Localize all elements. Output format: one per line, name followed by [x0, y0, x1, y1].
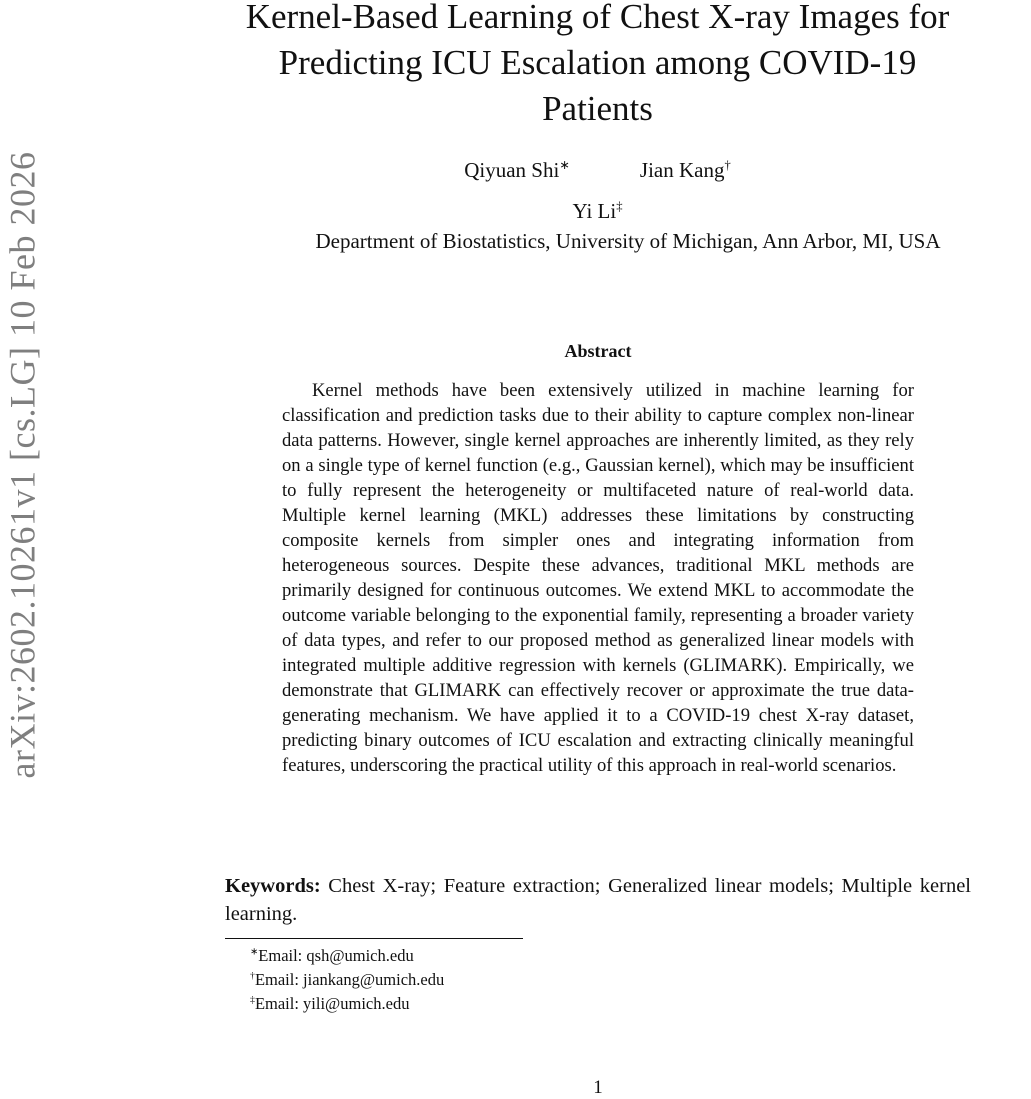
keywords-label: Keywords: [225, 875, 321, 897]
author-name: Yi Li‡ [572, 199, 623, 223]
footnote-mark: ∗ [250, 946, 259, 958]
footnote-text: Email: qsh@umich.edu [258, 946, 414, 965]
arxiv-identifier-stamp [0, 100, 44, 830]
footnote-mark: † [250, 970, 255, 982]
author-affiliation: Department of Biostatistics, University of Michigan, Ann Arbor, MI, USA [315, 229, 941, 253]
author-footnote-mark: † [724, 158, 731, 172]
author-list [225, 158, 970, 183]
abstract-heading: Abstract [564, 341, 632, 361]
keywords [225, 872, 971, 928]
footnote [250, 968, 444, 992]
footnote-mark: ‡ [250, 994, 255, 1006]
footnote-text: Email: jiankang@umich.edu [254, 970, 445, 989]
author-name: Qiyuan Shi∗ [464, 158, 570, 182]
footnote-divider [225, 938, 523, 939]
page-number: 1 [593, 1077, 603, 1098]
author-footnote-mark: ‡ [616, 199, 623, 213]
footnote-text: Email: yili@umich.edu [254, 994, 410, 1013]
paper-title: Kernel-Based Learning of Chest X-ray Images for Predicting ICU Escalation among COVID-19 Patients [245, 0, 950, 128]
author-footnote-mark: ∗ [559, 158, 570, 172]
abstract-text: Kernel methods have been extensively utilized in machine learning for classification and prediction tasks due to their ability to capture complex non-linear data patterns. However, single kernel approaches are inherently limited, as they rely on a single type of kernel function (e.g., Gaussian kernel), which may be insufficient to fully represent the heterogeneity or multifaceted nature of real-world data. Multiple kernel learning (MKL) addresses these limitations by constructing composite kernels from simpler ones and integrating information from heterogeneous sources. Despite these advances, traditional MKL methods are primarily designed for continuous outcomes. We extend MKL to accommodate the outcome variable belonging to the exponential family, representing a broader variety of data types, and refer to our proposed method as generalized linear models with integrated multiple additive regression with kernels (GLIMARK). Empirically, we demonstrate that GLIMARK can effectively recover or approximate the true data-generating mechanism. We have applied it to a COVID-19 chest X-ray dataset, predicting binary outcomes of ICU escalation and extracting clinically meaningful features, underscoring the practical utility of this approach in real-world scenarios. [282, 380, 914, 776]
keywords-text: Chest X-ray; Feature extraction; Generalized linear models; Multiple kernel learning. [225, 875, 972, 925]
author-name: Jian Kang† [639, 158, 731, 182]
footnotes [250, 944, 444, 1016]
arxiv-identifier-text: arXiv:2602.10261v1 [cs.LG] 10 Feb 2026 [2, 151, 43, 779]
footnote [250, 992, 444, 1016]
footnote [250, 944, 444, 968]
